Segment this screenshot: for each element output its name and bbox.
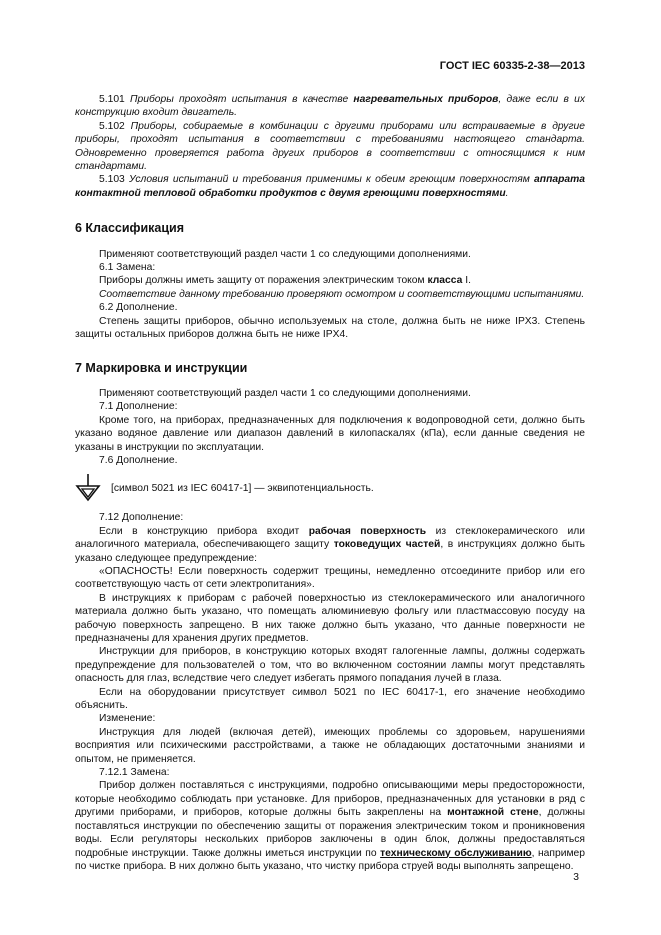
clause-text: , даже если в их конструкцию входит двигатель. xyxy=(75,94,585,119)
clause-term: техническому обслуживанию xyxy=(380,847,532,859)
clause-7-12-1-text xyxy=(75,779,585,873)
clause-5-103 xyxy=(75,173,585,200)
clause-6-1: 6.1 Замена: xyxy=(99,262,156,274)
clause-text: Приборы должны иметь защиту от поражения электрическим током xyxy=(99,275,425,287)
clause-term: класса xyxy=(427,275,463,287)
clause-number: 5.103 xyxy=(99,174,125,186)
section-6-heading: 6 Классификация xyxy=(75,221,185,236)
clause-text: из стеклокерамического или аналогичного материала, обеспечивающего защиту xyxy=(75,525,585,551)
clause-7-12-p3: В инструкциях к приборам с рабочей поверхностью из стеклокерамического или аналогичного материала должно быть указано, что помещать алюминиевую фольгу или пластмассовую посуду на рабочую поверхность запрещено. В них также должно быть указано, что данные поверхности не предназначены для хранения других предметов. xyxy=(75,592,585,644)
clause-5-101 xyxy=(75,93,585,120)
clause-number: 5.101 xyxy=(99,94,125,105)
clause-7-12: 7.12 Дополнение: xyxy=(99,512,184,524)
clause-7-12-p4: Инструкции для приборов, в конструкцию которых входят галогенные лампы, должны содержать предупреждение для пользователей о том, что во включенном состоянии лампы могут представлять опасность для глаз, вследствие чего следует избегать прямого попадания лучей в глаза. xyxy=(75,646,585,685)
equipotential-symbol-row xyxy=(75,473,585,503)
clause-6-1-text xyxy=(75,274,585,287)
clause-7-1: 7.1 Дополнение: xyxy=(99,401,178,413)
equipotentiality-icon xyxy=(75,473,101,503)
document-header: ГОСТ IEC 60335-2-38—2013 xyxy=(439,60,585,72)
clause-7-12-1: 7.12.1 Замена: xyxy=(99,767,170,779)
clause-7-12-change: Изменение: xyxy=(99,713,156,725)
section-7-heading: 7 Маркировка и инструкции xyxy=(75,360,248,375)
clause-term: токоведущих частей xyxy=(333,539,441,551)
clause-5-102 xyxy=(75,120,585,174)
clause-term: монтажной стене xyxy=(447,807,539,819)
clause-text: Условия испытаний и требования применимы к обеим греющим поверхностям xyxy=(129,174,530,186)
clause-number: 5.102 xyxy=(99,120,125,132)
clause-text: Приборы проходят испытания в качестве xyxy=(130,94,349,105)
clause-6-2-text: Степень защиты приборов, обычно используемых на столе, должна быть не ниже IPX3. Степень защиты остальных приборов должна быть не ниже IPX4. xyxy=(75,315,585,341)
clause-7-6: 7.6 Дополнение. xyxy=(99,454,178,466)
clause-text: , должны поставляться инструкции по обеспечению защиты от поражения электрическим током и проникновения воды. Если регуляторы нескольких приборов заключены в один блок, должны предоставляться подробные инструкции. Также должны иметься инструкции по xyxy=(75,807,586,859)
clause-text: Если в конструкцию прибора входит xyxy=(99,525,300,537)
section-7-intro: Применяют соответствующий раздел части 1 со следующими дополнениями. xyxy=(99,387,471,399)
clause-text: , например по чистке прибора. В них должно быть указано, что чистку прибора струей воды выполнять запрещено. xyxy=(75,847,585,872)
document-body xyxy=(75,93,585,873)
clause-7-12-p5: Если на оборудовании присутствует символ 5021 по IEC 60417-1, его значение необходимо объяснить. xyxy=(75,686,585,712)
clause-7-12-p7: Инструкция для людей (включая детей), имеющих проблемы со здоровьем, нарушениями восприятия или психическими расстройствами, а также не обладающих достаточными знаниями и опытом, не применяется. xyxy=(75,726,585,765)
clause-term: нагревательных приборов xyxy=(353,94,499,105)
clause-text: I. xyxy=(462,275,471,287)
clause-7-12-p1 xyxy=(75,525,585,565)
section-6-intro: Применяют соответствующий раздел части 1 со следующими дополнениями. xyxy=(99,248,471,260)
clause-7-12-warning: «ОПАСНОСТЬ! Если поверхность содержит трещины, немедленно отсоедините прибор или его соответствующую часть от сети электропитания». xyxy=(75,565,585,591)
clause-text: . xyxy=(505,187,509,199)
clause-text: Приборы, собираемые в комбинации с другими приборами или встраиваемые в другие приборы, проходят испытания в соответствии с требованиями настоящего стандарта. Одновременно проверяется работа других приборов в соответствии с относящимся к ним стандартами. xyxy=(75,120,585,173)
clause-6-2: 6.2 Дополнение. xyxy=(99,302,178,314)
clause-text: Прибор должен поставляться с инструкциями, подробно описывающими меры предосторожности, которые необходимо соблюдать при установке. Для приборов, предназначенных для установки в ряд с другими приборами, и приборов, которые должны быть закреплены на xyxy=(75,780,585,819)
clause-term: рабочая поверхность xyxy=(308,525,427,537)
clause-6-1-compliance: Соответствие данному требованию проверяют осмотром и соответствующими испытаниями. xyxy=(99,288,585,300)
page-number: 3 xyxy=(573,872,579,883)
clause-text: , в инструкциях должно быть указано следующее предупреждение: xyxy=(75,539,585,564)
clause-7-1-text: Кроме того, на приборах, предназначенных для подключения к водопроводной сети, должно быть указано водяное давление или диапазон давлений в килопаскалях (кПа), если данные сведения не указаны в инструкции по эксплуатации. xyxy=(75,414,585,453)
symbol-caption: [символ 5021 из IEC 60417-1] — эквипотенциальность. xyxy=(111,482,374,494)
clause-term: аппарата контактной тепловой обработки продуктов с двумя греющими поверхностями xyxy=(75,174,585,199)
